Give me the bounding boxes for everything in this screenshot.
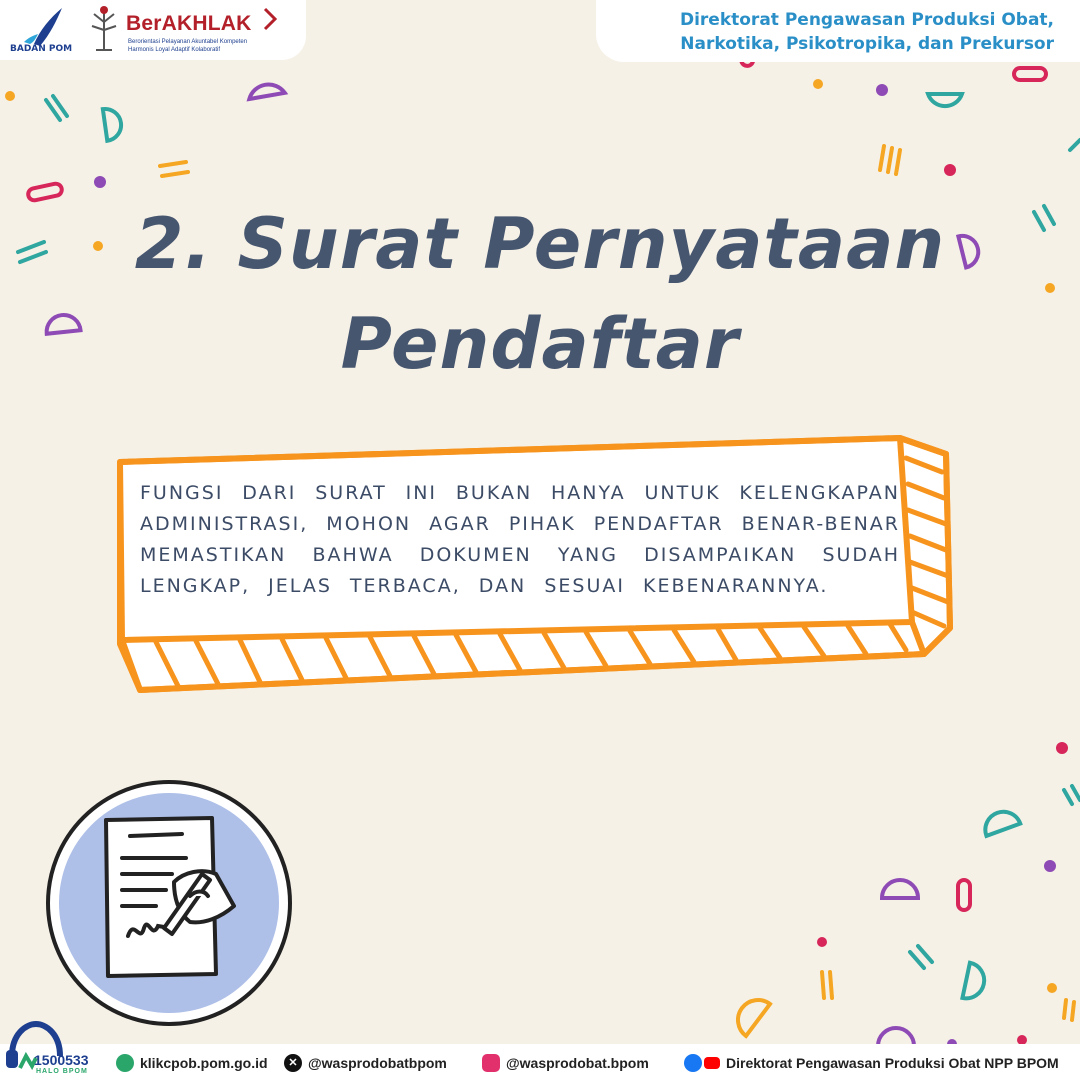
instagram-icon	[482, 1054, 500, 1072]
website-link[interactable]	[116, 1054, 268, 1072]
website-text: klikcpob.pom.go.id	[140, 1055, 268, 1071]
hotline-number: 1500533	[34, 1052, 89, 1068]
directorate-title: Direktorat Pengawasan Produksi Obat, Narkotika, Psikotropika, dan Prekursor	[679, 10, 1054, 54]
badan-pom-text: BADAN POM	[10, 44, 73, 54]
instagram-link[interactable]	[482, 1054, 649, 1072]
chevron-right-icon	[262, 6, 278, 32]
berakhlak-tagline-1: Berorientasi Pelayanan Akuntabel Kompeten	[128, 39, 248, 45]
page-title-line-1: 2. Surat Pernyataan	[134, 203, 946, 285]
berakhlak-title: BerAKHLAK	[126, 12, 252, 35]
hotline-label: HALO BPOM	[36, 1068, 88, 1075]
facebook-youtube-link[interactable]	[684, 1054, 1059, 1072]
globe-icon	[116, 1054, 134, 1072]
youtube-icon	[704, 1057, 720, 1069]
signing-document-icon	[44, 778, 294, 1028]
info-body-text: FUNGSI DARI SURAT INI BUKAN HANYA UNTUK KELENGKAPAN ADMINISTRASI, MOHON AGAR PIHAK PENDAFTAR BENAR-BENAR MEMASTIKAN BAHWA DOKUMEN YANG DISAMPAIKAN SUDAH LENGKAP, JELAS TERBACA, DAN SESUAI KEBENARANNYA.	[140, 482, 900, 597]
page-title-line-2: Pendaftar	[340, 303, 740, 385]
berakhlak-tagline-2: Harmonis Loyal Adaptif Kolaboratif	[128, 47, 221, 53]
page-title	[60, 194, 1020, 394]
instagram-handle-text: @wasprodobat.bpom	[506, 1055, 649, 1071]
berakhlak-emblem-icon	[86, 4, 122, 56]
x-icon: ✕	[284, 1054, 302, 1072]
facebook-icon	[684, 1054, 702, 1072]
x-link[interactable]	[284, 1054, 447, 1072]
facebook-youtube-text: Direktorat Pengawasan Produksi Obat NPP BPOM	[726, 1055, 1059, 1071]
x-handle-text: @wasprodobatbpom	[308, 1055, 447, 1071]
